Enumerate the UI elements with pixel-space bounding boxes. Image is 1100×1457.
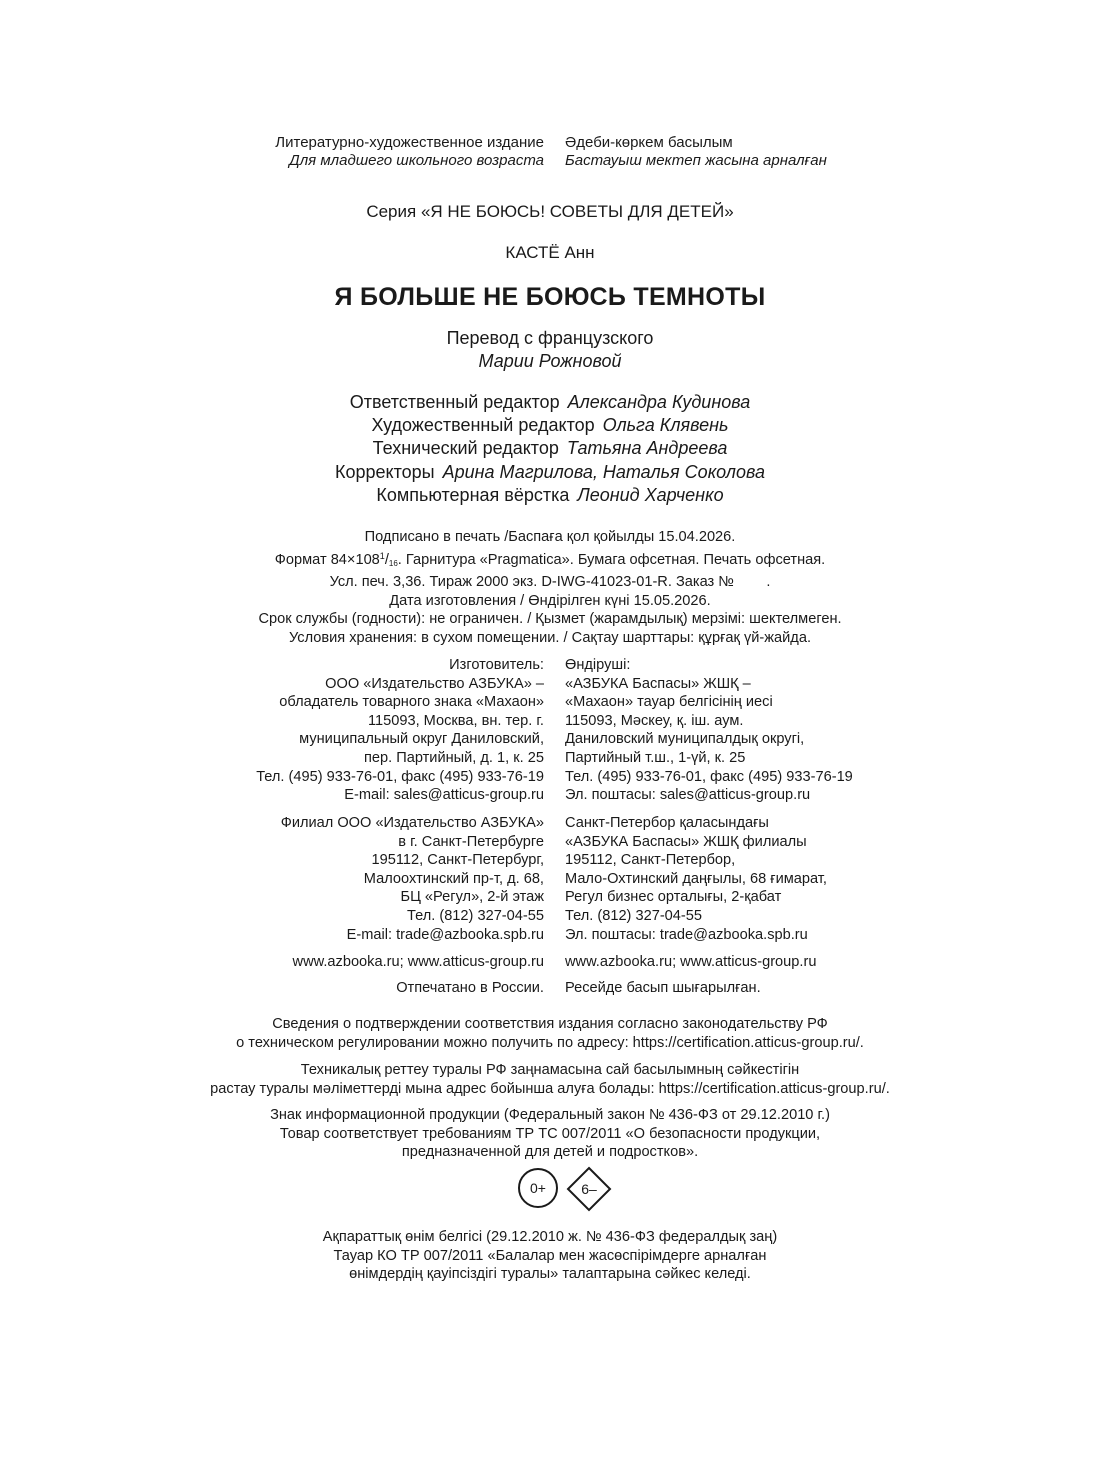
credit-name: Татьяна Андреева	[566, 438, 728, 459]
edition-header-ru	[0, 134, 554, 170]
manufacturer-line: 115093, Мәскеу, қ. іш. аум.	[565, 712, 744, 729]
print-info	[0, 528, 1100, 648]
branch-email: Эл. поштасы: trade@azbooka.spb.ru	[565, 926, 808, 943]
certification-line: Техникалық реттеу туралы РФ заңнамасына сай басылымның сәйкестігін	[300, 1062, 800, 1078]
branch-ru	[0, 814, 554, 944]
manufacturer-line: муниципальный округ Даниловский,	[299, 731, 544, 748]
branch-line: Тел. (812) 327-04-55	[406, 907, 544, 924]
credit-role: Корректоры	[335, 461, 435, 482]
branch-line: 195112, Санкт-Петербург,	[371, 852, 544, 869]
manufacturer-line: обладатель товарного знака «Махаон»	[279, 694, 544, 711]
format-denominator: 16	[388, 558, 398, 568]
credit-line	[0, 484, 1100, 507]
branch-block	[0, 814, 1100, 944]
certification-line: Сведения о подтверждении соответствия издания согласно законодательству РФ	[272, 1016, 828, 1032]
printed-in-kz: Ресейде басып шығарылған.	[565, 980, 761, 996]
age-rating-circle-icon	[518, 1168, 558, 1208]
manufacturer-line: Өндіруші:	[565, 657, 631, 673]
series-name: Серия «Я НЕ БОЮСЬ! СОВЕТЫ ДЛЯ ДЕТЕЙ»	[366, 202, 734, 221]
book-title: Я БОЛЬШЕ НЕ БОЮСЬ ТЕМНОТЫ	[334, 283, 766, 311]
storage-conditions: Условия хранения: в сухом помещении. / Сақтау шарттары: құрғақ үй-жайда.	[288, 629, 811, 646]
websites-kz: www.azbooka.ru; www.atticus-group.ru	[565, 954, 817, 970]
format-numerator: 1	[379, 550, 385, 561]
printed-in-ru: Отпечатано в России.	[396, 980, 544, 996]
branch-line: Филиал ООО «Издательство АЗБУКА»	[280, 815, 544, 831]
manufacture-date: Дата изготовления / Өндірілген күні 15.05.2026.	[389, 592, 711, 609]
translation-block	[0, 327, 1100, 373]
edition-type-ru: Литературно-художественное издание	[275, 134, 544, 151]
branch-line: в г. Санкт-Петербурге	[398, 833, 544, 850]
info-sign-line: өнімдердің қауіпсіздігі туралы» талаптарына сәйкес келеді.	[349, 1266, 751, 1283]
edition-type-kz: Әдеби-көркем басылым	[565, 134, 733, 151]
certification-line: о техническом регулировании можно получить по адресу: https://certification.atticus-group.ru/.	[236, 1034, 864, 1051]
manufacturer-line: Партийный т.ш., 1-үй, к. 25	[565, 749, 746, 766]
info-sign-line: Ақпараттық өнім белгісі (29.12.2010 ж. № 436-ФЗ федералдық заң)	[322, 1229, 778, 1245]
age-group-ru: Для младшего школьного возраста	[289, 152, 544, 169]
certification-ru	[0, 1015, 1100, 1052]
info-sign-line: Знак информационной продукции (Федеральный закон № 436-ФЗ от 29.12.2010 г.)	[270, 1107, 830, 1123]
info-sign-line: предназначенной для детей и подростков».	[401, 1144, 699, 1161]
manufacturer-email: E-mail: sales@atticus-group.ru	[344, 787, 544, 804]
credit-role: Компьютерная вёрстка	[376, 484, 570, 505]
printed-in-block	[0, 979, 1100, 998]
info-sign-line: Тауар КО ТР 007/2011 «Балалар мен жасөспірімдерге арналған	[333, 1247, 767, 1264]
credit-name: Арина Магрилова, Наталья Соколова	[442, 461, 765, 482]
manufacturer-block	[0, 656, 1100, 805]
manufacturer-line: Даниловский муниципалдық округі,	[565, 731, 805, 748]
branch-line: Мало-Охтинский даңғылы, 68 ғимарат,	[565, 870, 827, 887]
info-sign-line: Товар соответствует требованиям ТР ТС 007/2011 «О безопасности продукции,	[279, 1125, 821, 1142]
credit-line	[0, 391, 1100, 414]
credit-role: Технический редактор	[372, 438, 559, 459]
credit-name: Александра Кудинова	[567, 392, 751, 412]
age-rating-badges	[516, 1166, 612, 1214]
manufacturer-ru	[0, 656, 554, 805]
translation-label: Перевод с французского	[446, 328, 654, 348]
branch-line: «АЗБУКА Баспасы» ЖШҚ филиалы	[565, 833, 807, 850]
manufacturer-line: «Махаон» тауар белгісінің иесі	[565, 694, 773, 711]
websites-ru: www.azbooka.ru; www.atticus-group.ru	[292, 954, 544, 970]
edition-header-kz	[554, 134, 1100, 170]
branch-kz	[554, 814, 1100, 944]
manufacturer-line: «АЗБУКА Баспасы» ЖШҚ –	[565, 675, 751, 692]
branch-email: E-mail: trade@azbooka.spb.ru	[346, 926, 544, 943]
credit-line	[0, 461, 1100, 484]
manufacturer-line: ООО «Издательство АЗБУКА» –	[325, 675, 544, 692]
credit-role: Художественный редактор	[371, 415, 595, 436]
credit-name: Ольга Клявень	[602, 415, 729, 436]
service-life: Срок службы (годности): не ограничен. / Қызмет (жарамдылық) мерзімі: шектелмеген.	[258, 611, 842, 628]
age-group-kz: Бастауыш мектеп жасына арналған	[565, 152, 827, 169]
format-suffix: . Гарнитура «Pragmatica». Бумага офсетная. Печать офсетная.	[397, 551, 826, 568]
manufacturer-line: Изготовитель:	[449, 657, 544, 673]
info-sign-kz	[0, 1228, 1100, 1284]
credit-name: Леонид Харченко	[577, 484, 724, 505]
edition-header	[0, 134, 1100, 170]
age-rating-diamond-icon	[566, 1166, 612, 1212]
manufacturer-kz	[554, 656, 1100, 805]
branch-line: Тел. (812) 327-04-55	[565, 907, 703, 924]
credit-line	[0, 437, 1100, 460]
branch-line: 195112, Санкт-Петербор,	[565, 852, 736, 869]
age-rating-circle-label: 0+	[530, 1180, 546, 1196]
translator-name: Марии Рожновой	[478, 351, 622, 371]
age-rating-diamond-label: 6–	[581, 1181, 597, 1197]
info-sign-ru	[0, 1106, 1100, 1162]
credit-line	[0, 414, 1100, 437]
manufacturer-line: пер. Партийный, д. 1, к. 25	[363, 749, 544, 766]
manufacturer-line: 115093, Москва, вн. тер. г.	[367, 712, 544, 729]
manufacturer-line: Тел. (495) 933-76-01, факс (495) 933-76-19	[256, 768, 544, 785]
branch-line: Санкт-Петербор қаласындағы	[565, 815, 769, 831]
print-signed-date: Подписано в печать /Баспаға қол қойылды 15.04.2026.	[364, 529, 736, 545]
print-format: Формат $84\times 108^1/_{16}$. Гарнитура «Pragmatica». Бумага офсетная. Печать офсетная.	[274, 550, 826, 568]
author-name: КАСТЁ Анн	[505, 243, 595, 262]
manufacturer-line: Тел. (495) 933-76-01, факс (495) 933-76-19	[565, 768, 853, 785]
print-specs: Усл. печ. 3,36. Тираж 2000 экз. D-IWG-41023-01-R. Заказ № .	[329, 574, 771, 591]
certification-line: растау туралы мәліметтерді мына адрес бойынша алуға болады: https://certification.atticus-group.ru/.	[210, 1080, 890, 1097]
manufacturer-email: Эл. поштасы: sales@atticus-group.ru	[565, 787, 811, 804]
websites-block	[0, 953, 1100, 972]
branch-line: БЦ «Регул», 2-й этаж	[400, 889, 544, 906]
format-prefix: Формат 84×108	[274, 551, 380, 568]
credits-block	[0, 391, 1100, 507]
branch-line: Регул бизнес орталығы, 2-қабат	[565, 889, 782, 906]
certification-kz	[0, 1061, 1100, 1098]
branch-line: Малоохтинский пр-т, д. 68,	[363, 870, 544, 887]
credit-role: Ответственный редактор	[349, 392, 560, 412]
